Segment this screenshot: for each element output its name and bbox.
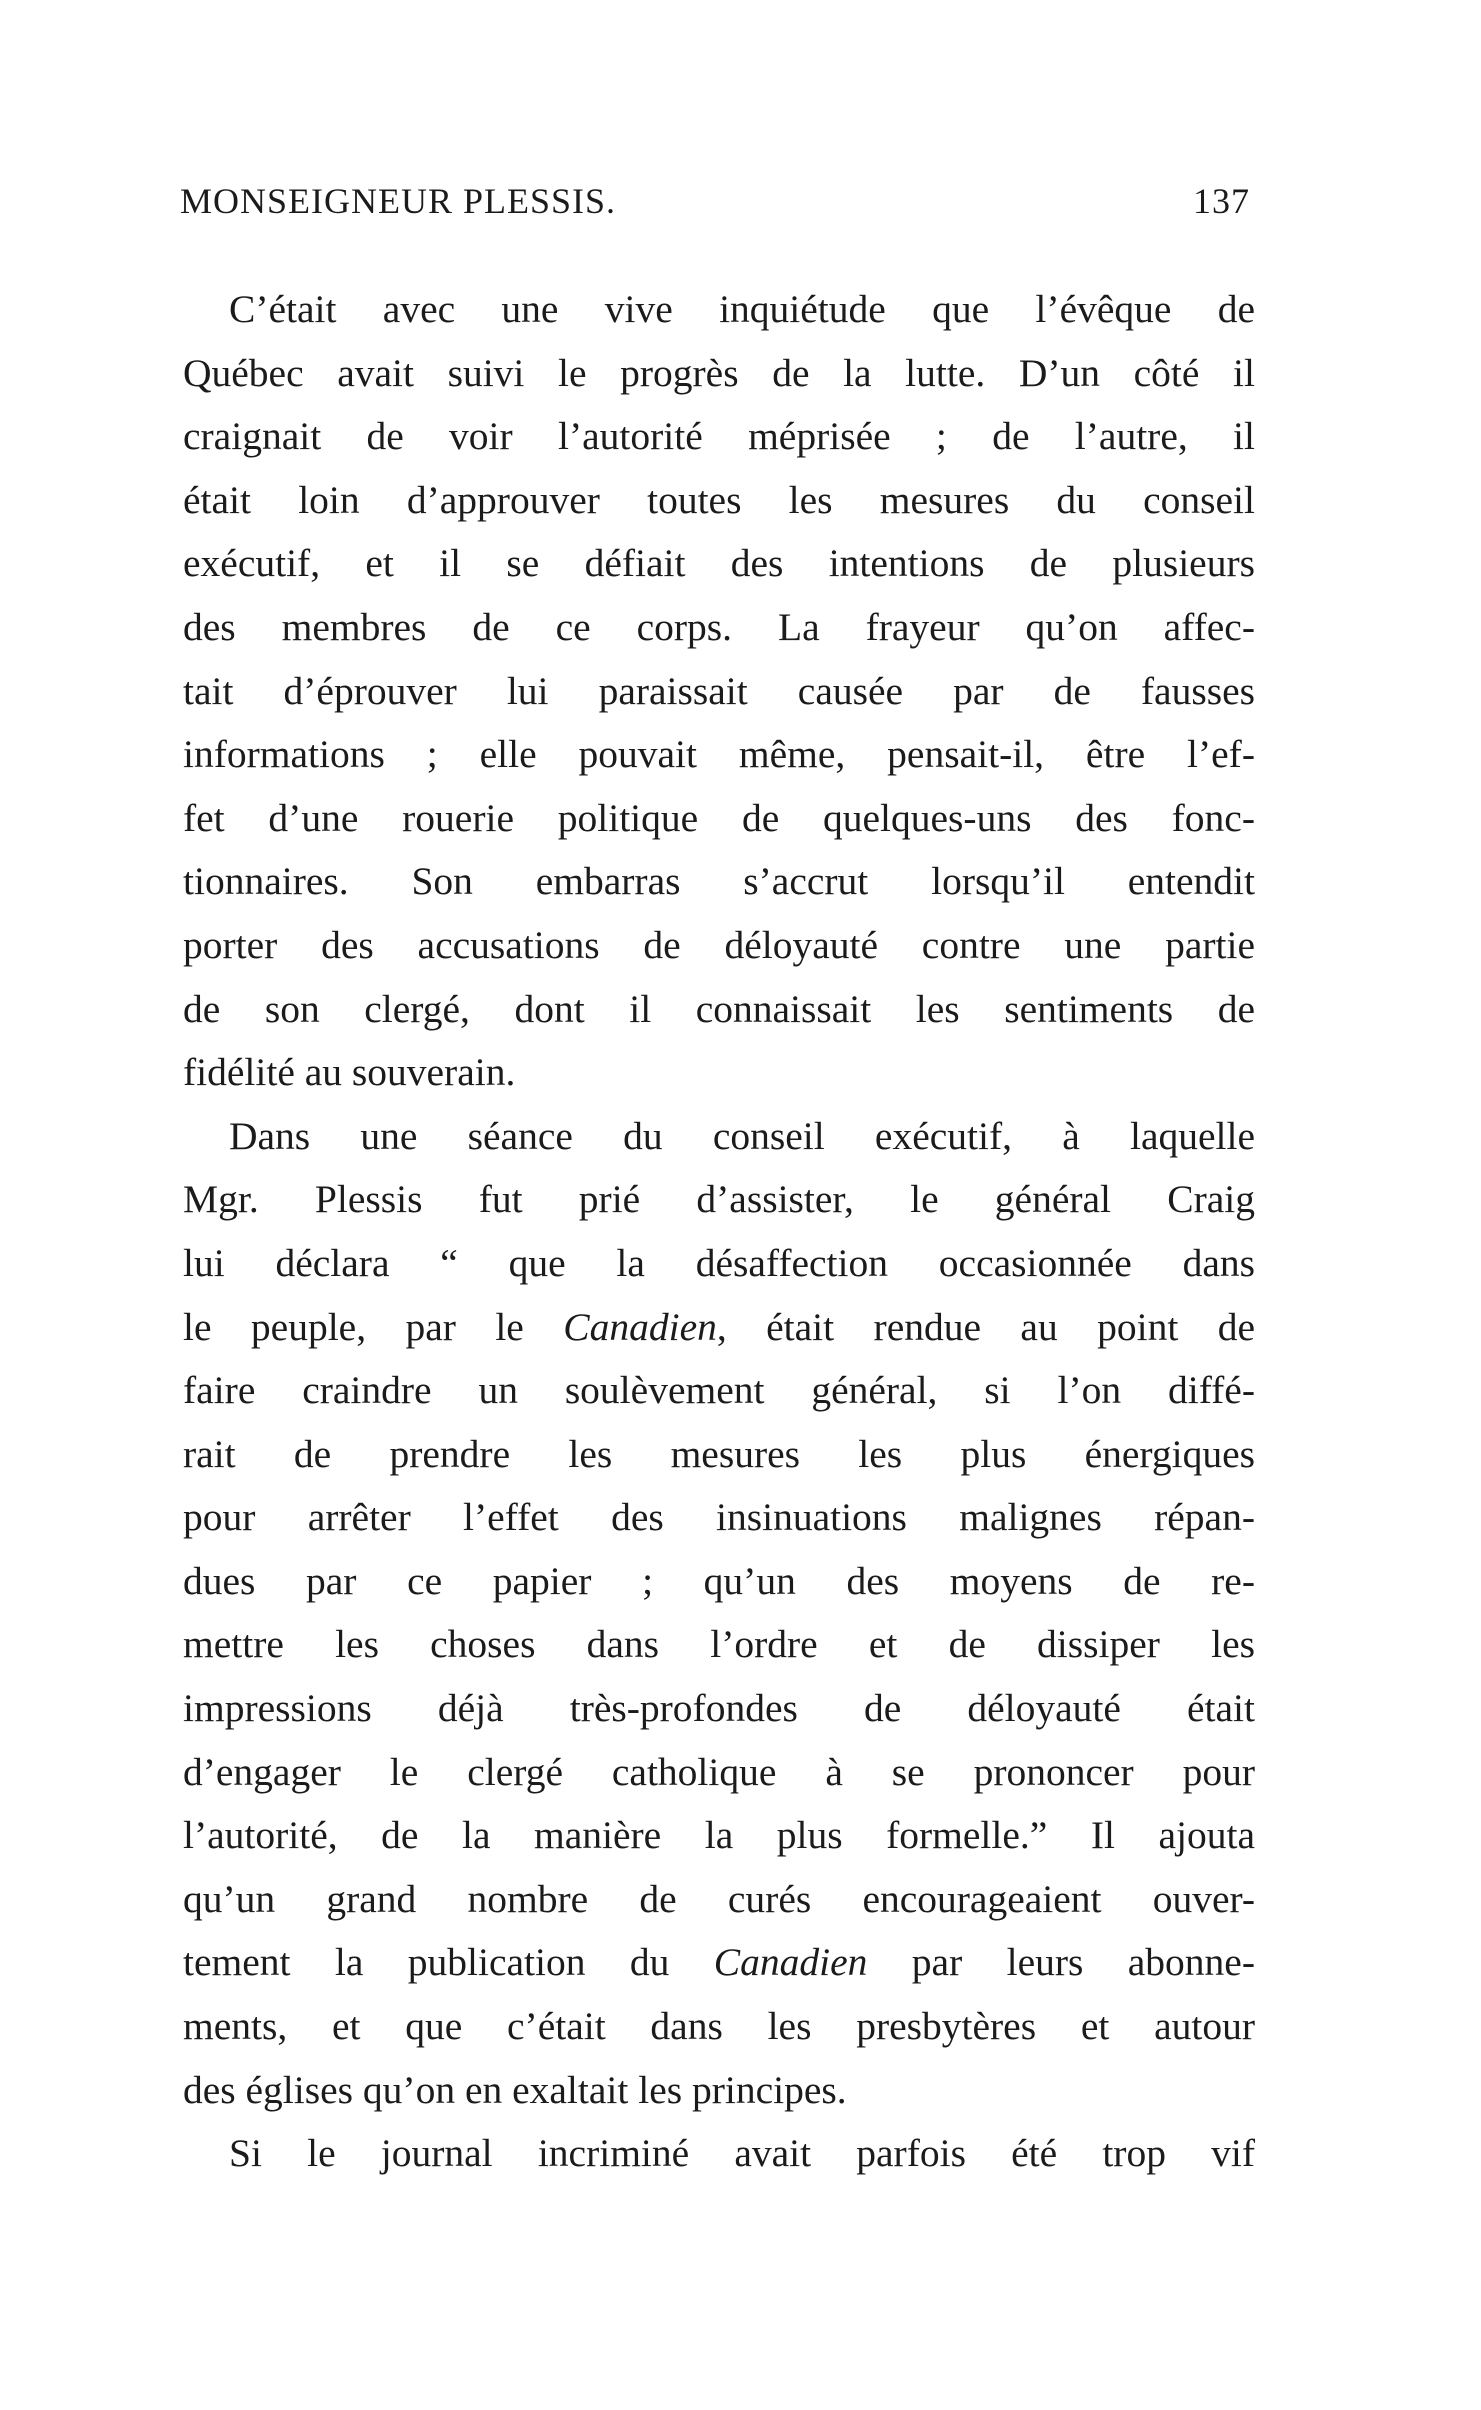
text-line: rait de prendre les mesures les plus énergiques (183, 1431, 1255, 1476)
text-run: par leurs abonne- (867, 1940, 1255, 1985)
newspaper-title: Canadien (563, 1304, 717, 1349)
text-run: tement la publication du (183, 1940, 714, 1985)
body-text (183, 278, 1255, 2186)
text-line: fet d’une rouerie politique de quelques-uns des fonc- (183, 795, 1255, 840)
page-number: 137 (1193, 181, 1250, 221)
running-head (180, 180, 1250, 240)
text-line (183, 1931, 1255, 1995)
newspaper-title: Canadien (713, 1940, 868, 1985)
text-line: l’autorité, de la manière la plus formelle.” Il ajouta (183, 1813, 1255, 1858)
text-line: lui déclara “ que la désaffection occasionnée dans (183, 1240, 1255, 1285)
text-line: craignait de voir l’autorité méprisée ; de l’autre, il (183, 414, 1255, 459)
text-line: pour arrêter l’effet des insinuations malignes répan- (183, 1495, 1255, 1540)
text-line: C’était avec une vive inquiétude que l’évêque de (229, 287, 1255, 331)
text-line: de son clergé, dont il connaissait les sentiments de (183, 986, 1255, 1031)
text-line: d’engager le clergé catholique à se prononcer pour (183, 1749, 1255, 1794)
text-line: Si le journal incriminé avait parfois été trop vif (229, 2131, 1255, 2176)
text-line: des églises qu’on en exaltait les principes. (183, 2067, 847, 2112)
text-line (183, 1296, 1255, 1360)
text-line: tait d’éprouver lui paraissait causée par de fausses (183, 668, 1255, 713)
text-line: fidélité au souverain. (183, 1050, 516, 1095)
text-run: , était rendue au point de (716, 1304, 1255, 1349)
text-line: qu’un grand nombre de curés encourageaient ouver- (183, 1876, 1255, 1921)
text-line: informations ; elle pouvait même, pensait-il, être l’ef- (183, 732, 1255, 777)
text-line: faire craindre un soulèvement général, si l’on diffé- (183, 1368, 1255, 1413)
text-line: Mgr. Plessis fut prié d’assister, le général Craig (183, 1177, 1255, 1222)
text-line: impressions déjà très-profondes de déloyauté était (183, 1686, 1255, 1731)
text-line: porter des accusations de déloyauté contre une partie (183, 922, 1255, 967)
text-line: était loin d’approuver toutes les mesures du conseil (183, 477, 1255, 522)
text-run: le peuple, par le (183, 1304, 564, 1349)
text-line: exécutif, et il se défiait des intentions de plusieurs (183, 541, 1255, 586)
text-line: mettre les choses dans l’ordre et de dissiper les (183, 1622, 1255, 1667)
text-line: des membres de ce corps. La frayeur qu’on affec- (183, 604, 1255, 649)
text-line: dues par ce papier ; qu’un des moyens de re- (183, 1558, 1255, 1603)
text-line: Québec avait suivi le progrès de la lutte. D’un côté il (183, 350, 1255, 395)
text-line: ments, et que c’était dans les presbytères et autour (183, 2004, 1255, 2049)
text-line: Dans une séance du conseil exécutif, à laquelle (229, 1113, 1255, 1158)
running-title: MONSEIGNEUR PLESSIS. (180, 181, 617, 221)
text-line: tionnaires. Son embarras s’accrut lorsqu’il entendit (183, 859, 1255, 904)
